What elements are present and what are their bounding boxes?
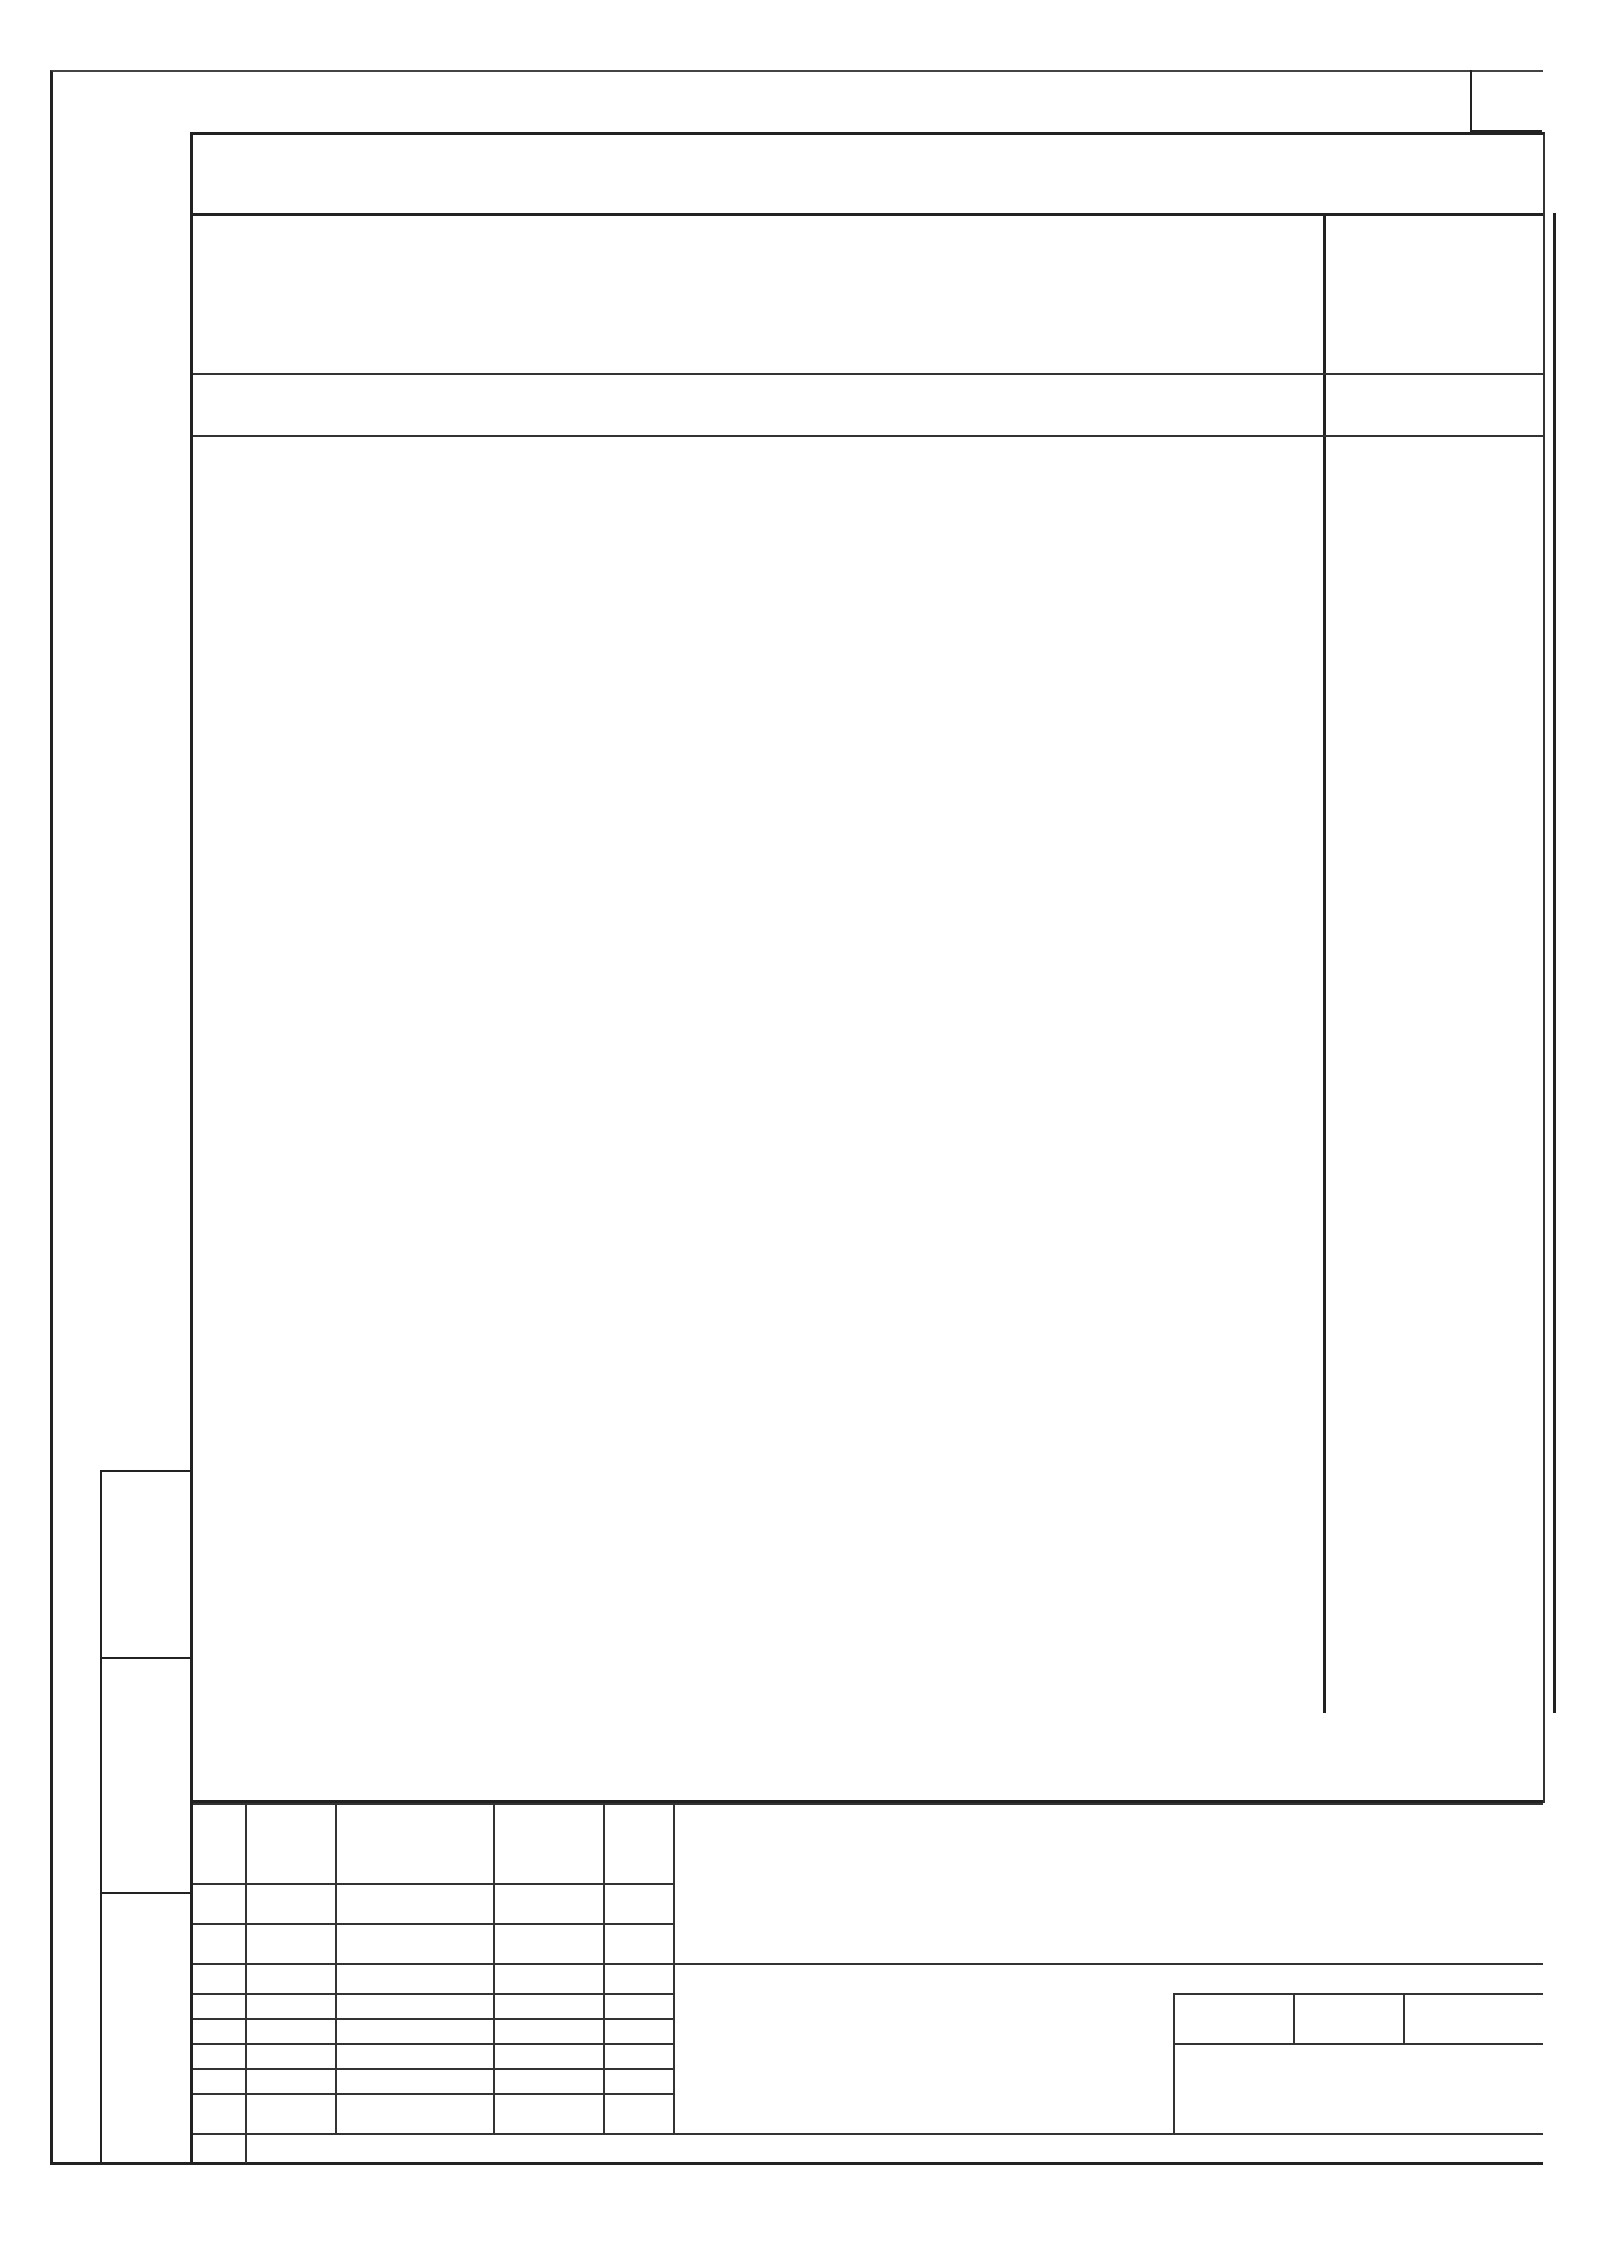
- contents-table: [190, 132, 1545, 1803]
- sheet-number-box: [1470, 70, 1542, 132]
- column-divider-page: [1553, 213, 1556, 1713]
- left-stamp-strip: [100, 1470, 192, 2162]
- title-block: [190, 1800, 1543, 2163]
